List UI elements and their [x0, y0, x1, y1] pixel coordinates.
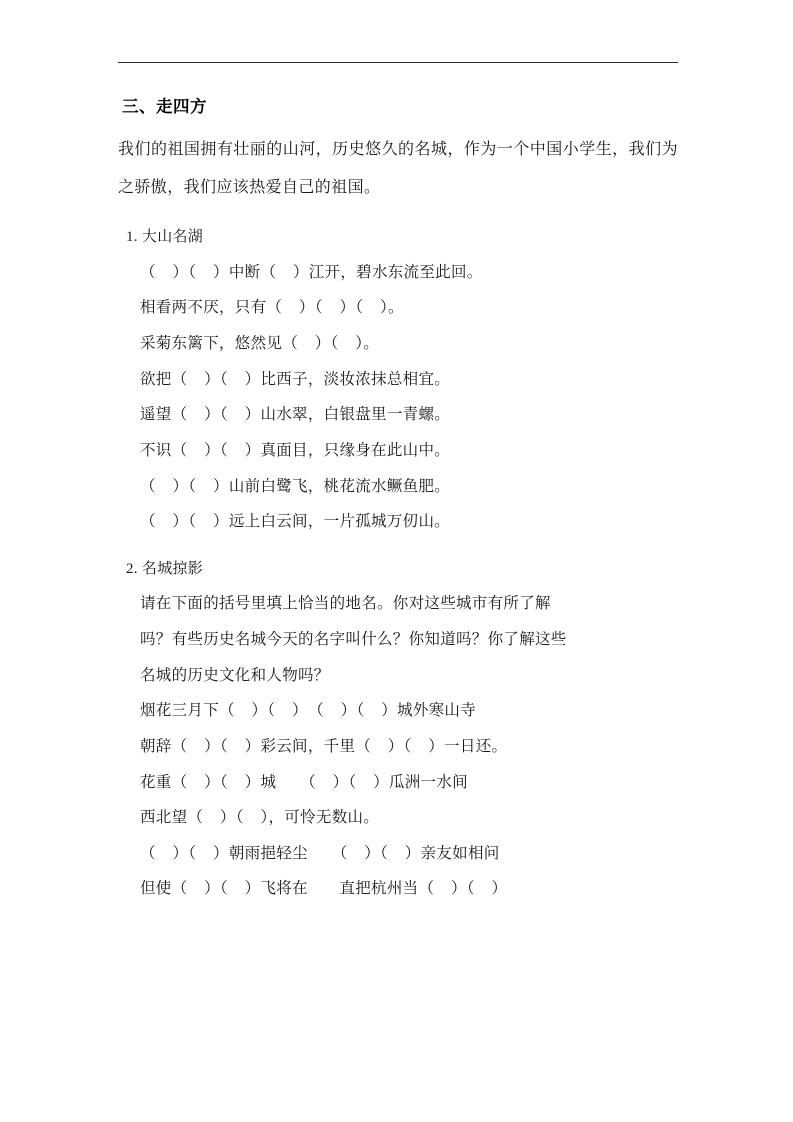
fill-blank-line: 遥望（ ）（ ）山水翠，白银盘里一青螺。: [140, 406, 451, 424]
spacer: [118, 208, 678, 214]
fill-blank-line: （ ）（ ）中断（ ）江开，碧水东流至此回。: [140, 263, 483, 281]
fill-blank-line: （ ）（ ）朝雨挹轻尘 （ ）（ ）亲友如相问: [140, 844, 500, 862]
fill-blank-line: （ ）（ ）山前白鹭飞，桃花流水鳜鱼肥。: [140, 477, 451, 495]
fill-blank-line: 采菊东篱下，悠然见（ ）（ ）。: [140, 334, 380, 352]
subsection-title-2: 2. 名城掠影: [126, 560, 204, 577]
spacer: [118, 540, 678, 546]
instruction-line: 吗？有些历史名城今天的名字叫什么？你知道吗？你了解这些: [140, 630, 567, 648]
fill-blank-line: 朝辞（ ）（ ）彩云间，千里（ ）（ ）一日还。: [140, 737, 508, 755]
fill-blank-line: 欲把（ ）（ ）比西子，淡妆浓抹总相宜。: [140, 370, 451, 388]
fill-blank-line: 相看两不厌，只有（ ）（ ）（ ）。: [140, 299, 404, 317]
fill-blank-line: 西北望（ ）（ ），可怜无数山。: [140, 809, 380, 827]
fill-blank-line: 不识（ ）（ ）真面目，只缘身在此山中。: [140, 441, 451, 459]
fill-blank-line: 花重（ ）（ ）城 （ ）（ ）瓜洲一水间: [140, 773, 468, 791]
instruction-line: 名城的历史文化和人物吗？: [140, 666, 330, 684]
document-content: [118, 62, 678, 907]
header-divider: [118, 62, 678, 63]
subsection-title-1: 1. 大山名湖: [126, 229, 204, 246]
intro-paragraph: 我们的祖国拥有壮丽的山河，历史悠久的名城，作为一个中国小学生，我们为之骄傲，我们应该热爱自己的祖国。: [118, 141, 678, 196]
fill-blank-line: （ ）（ ）远上白云间，一片孤城万仞山。: [140, 513, 451, 531]
fill-blank-line: 但使（ ）（ ）飞将在 直把杭州当（ ）（ ）: [140, 880, 508, 898]
page-title: 三、走四方: [122, 98, 207, 116]
fill-blank-line: 烟花三月下（ ）（ ） （ ）（ ）城外寒山寺: [140, 702, 477, 720]
instruction-line: 请在下面的括号里填上恰当的地名。你对这些城市有所了解: [140, 595, 551, 613]
